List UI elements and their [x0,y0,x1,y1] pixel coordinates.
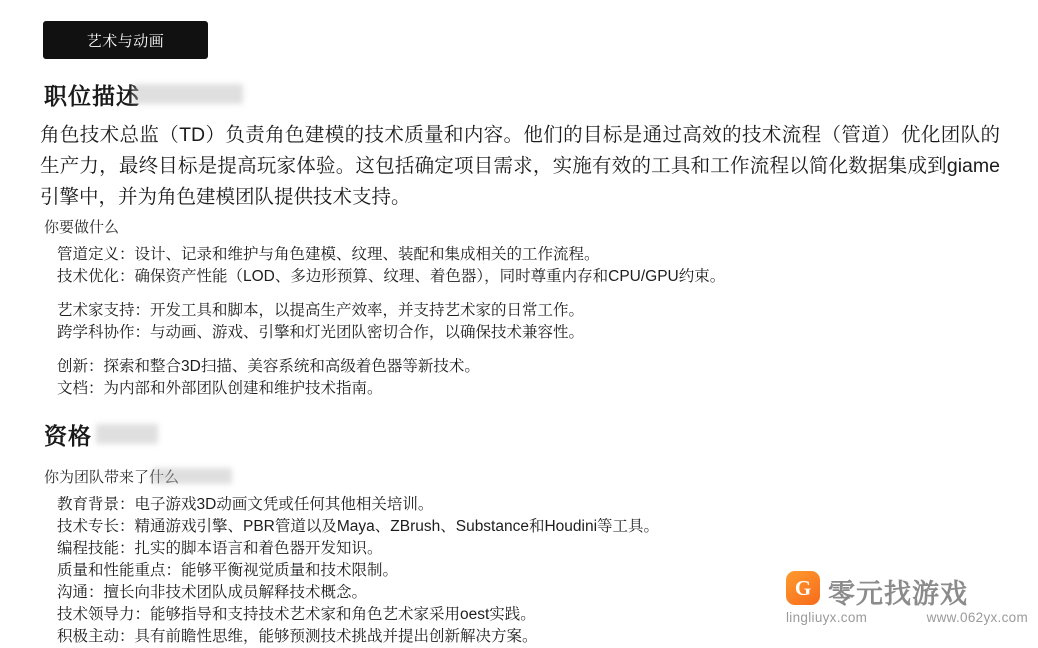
category-tag-label: 艺术与动画 [86,32,165,50]
section-heading-qualification: 资格 [44,423,92,449]
list-item: 技术领导力：能够指导和支持技术艺术家和角色艺术家采用oest实践。 [57,606,536,623]
list-item: 艺术家支持：开发工具和脚本，以提高生产效率，并支持艺术家的日常工作。 [57,302,585,319]
watermark-url-right: www.062yx.com [926,610,1028,625]
list-item: 质量和性能重点：能够平衡视觉质量和技术限制。 [57,562,399,579]
list-item: 技术专长：精通游戏引擎、PBR管道以及Maya、ZBrush、Substance和Houdini等工具。 [57,518,660,535]
list-item: 沟通：擅长向非技术团队成员解释技术概念。 [57,584,368,601]
brand-name: 零元找游戏 [828,579,968,609]
responsibility-list [57,244,725,400]
subsection-label-responsibilities: 你要做什么 [44,219,120,236]
list-spacer [57,288,725,300]
list-item: 积极主动：具有前瞻性思维，能够预测技术挑战并提出创新解决方案。 [57,628,538,645]
list-spacer [57,344,725,356]
subsection-label-qualification: 你为团队带来了什么 [44,469,180,486]
watermark [786,569,1028,637]
list-item: 文档：为内部和外部团队创建和维护技术指南。 [57,380,383,397]
list-item: 编程技能：扎实的脚本语言和着色器开发知识。 [57,540,383,557]
list-item: 创新：探索和整合3D扫描、美容系统和高级着色器等新技术。 [57,358,480,375]
list-item: 教育背景：电子游戏3D动画文凭或任何其他相关培训。 [57,496,434,513]
watermark-url-left: lingliuyx.com [786,610,868,625]
job-description-paragraph: 角色技术总监（TD）负责角色建模的技术质量和内容。他们的目标是通过高效的技术流程（管道）优化团队的生产力，最终目标是提高玩家体验。这包括确定项目需求，实施有效的工具和工作流程以简化数据集成到giame引擎中，并为角色建模团队提供技术支持。 [40,124,1000,208]
redaction-bar [133,84,243,104]
category-tag[interactable] [43,21,208,59]
list-item: 技术优化：确保资产性能（LOD、多边形预算、纹理、着色器），同时尊重内存和CPU/GPU约束。 [57,268,726,285]
qualification-list [57,494,659,648]
left-margin [0,0,22,641]
watermark-urls [786,610,1028,625]
redaction-bar [152,468,232,484]
list-item: 跨学科协作：与动画、游戏、引擎和灯光团队密切合作，以确保技术兼容性。 [57,324,585,341]
list-item: 管道定义：设计、记录和维护与角色建模、纹理、装配和集成相关的工作流程。 [57,246,600,263]
brand-logo-icon: G [786,571,820,605]
section-heading-description: 职位描述 [44,83,140,109]
redaction-bar [96,424,158,444]
